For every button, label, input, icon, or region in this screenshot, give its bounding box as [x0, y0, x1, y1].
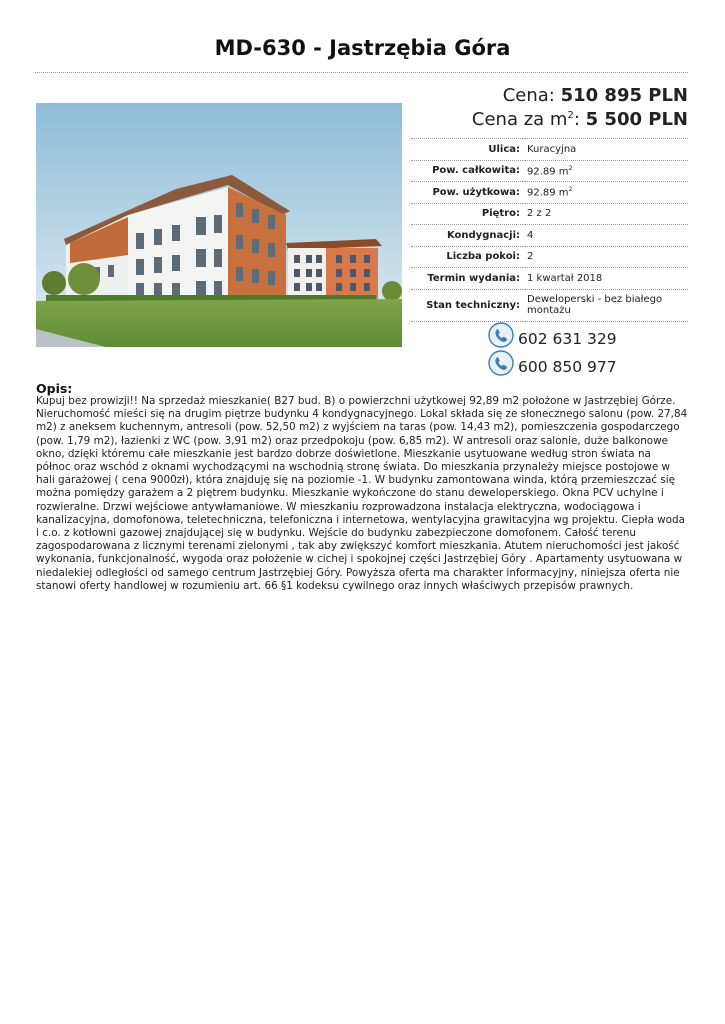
price-per-m2-sup: 2: [567, 110, 574, 121]
phone-number-text[interactable]: 600 850 977: [518, 358, 617, 376]
phone-icon: [488, 322, 514, 348]
spec-row: [411, 203, 688, 225]
spec-row: [411, 289, 688, 321]
description-heading: Opis:: [36, 381, 73, 396]
spec-value: 2: [525, 246, 688, 268]
price-block: [472, 84, 688, 132]
spec-row: [411, 182, 688, 204]
phone-icon: [488, 350, 514, 376]
spec-value: 92.89 $m^2$: [525, 182, 688, 204]
spec-key: Kondygnacji:: [411, 225, 525, 247]
phone-number-1[interactable]: [488, 330, 617, 348]
spec-row: [411, 246, 688, 268]
spec-key: Termin wydania:: [411, 268, 525, 290]
specs-table: [411, 138, 688, 322]
price-total: [472, 84, 688, 108]
spec-key: Liczba pokoi:: [411, 246, 525, 268]
spec-value: 92.89 $m^2$: [525, 160, 688, 182]
price-label: Cena:: [502, 85, 555, 106]
spec-key: Ulica:: [411, 139, 525, 161]
page-title: MD-630 - Jastrzębia Góra: [214, 36, 511, 60]
spec-key: Piętro:: [411, 203, 525, 225]
spec-row: [411, 268, 688, 290]
title-divider: [35, 72, 688, 73]
spec-value: 4: [525, 225, 688, 247]
spec-row: [411, 139, 688, 161]
spec-value: 1 kwartał 2018: [525, 268, 688, 290]
spec-value: Deweloperski - bez białego montażu: [525, 289, 688, 321]
spec-key: Pow. użytkowa:: [411, 182, 525, 204]
price-per-m2-value: 5 500 PLN: [585, 109, 688, 130]
spec-value: Kuracyjna: [525, 139, 688, 161]
price-value: 510 895 PLN: [560, 85, 688, 106]
price-per-m2: [472, 108, 688, 132]
phone-number-2[interactable]: [488, 358, 617, 376]
spec-key: Pow. całkowita:: [411, 160, 525, 182]
spec-row: [411, 225, 688, 247]
phone-number-text[interactable]: 602 631 329: [518, 330, 617, 348]
spec-key: Stan techniczny:: [411, 289, 525, 321]
property-photo: [36, 103, 402, 347]
spec-row: [411, 160, 688, 182]
spec-value: 2 z 2: [525, 203, 688, 225]
description-text: Kupuj bez prowizji!! Na sprzedaż mieszkanie( B27 bud. B) o powierzchni użytkowej 92,89 m2 położone w Jastrzębiej Górze. Nieruchomość mieści się na drugim piętrze budynku 4 kondygnacyjnego. Lokal składa się ze słonecznego salonu (pow. 27,84 m2) z aneksem kuchennym, antresoli (pow. 52,50 m2) z wyjściem na taras (pow. 14,43 m2), pomieszczenia gospodarczego (pow. 1,79 m2), łazienki z WC (pow. 3,91 m2) oraz przedpokoju (pow. 6,85 m2). W antresoli oraz salonie, duże balkonowe okno, dzięki któremu całe mieszkanie jest bardzo dobrze doświetlone. Mieszkanie usytuowane według stron świata na północ oraz wschód z oknami wychodzącymi na wschodnią stronę świata. Do mieszkania przynależy miejsce postojowe w hali garażowej ( cena 9000zł), która znajduję się na poziomie -1. W budynku zamontowana winda, którą przemieszczać się można pomiędzy garażem a 2 piętrem budynku. Mieszkanie wykończone do stanu deweloperskiego. Okna PCV uchylne i rozwieralne. Drzwi wejściowe antywłamaniowe. W mieszkaniu rozprowadzona instalacja elektryczna, wodociągowa i kanalizacyjna, domofonowa, teletechniczna, telefoniczna i internetowa, wentylacyjna grawitacyjna wg projektu. Ciepła woda i c.o. z kotłowni gazowej znajdującej się w budynku. Wejście do budynku zabezpieczone domofonem. Całość terenu zagospodarowana z licznymi terenami zielonymi , tak aby zwiększyć komfort mieszkania. Atutem nieruchomości jest jakość wykonania, funkcjonalność, wygoda oraz położenie w cichej i spokojnej części Jastrzębiej Góry . Apartamenty usytuowana w niedalekiej odległości od samego centrum Jastrzębiej Góry. Powyższa oferta ma charakter informacyjny, niniejsza oferta nie stanowi oferty handlowej w rozumieniu art. 66 §1 kodeksu cywilnego oraz innych właściwych przepisów prawnych.: [36, 395, 688, 592]
price-per-m2-label: Cena za m: [471, 109, 568, 130]
price-per-m2-colon: :: [573, 109, 580, 130]
